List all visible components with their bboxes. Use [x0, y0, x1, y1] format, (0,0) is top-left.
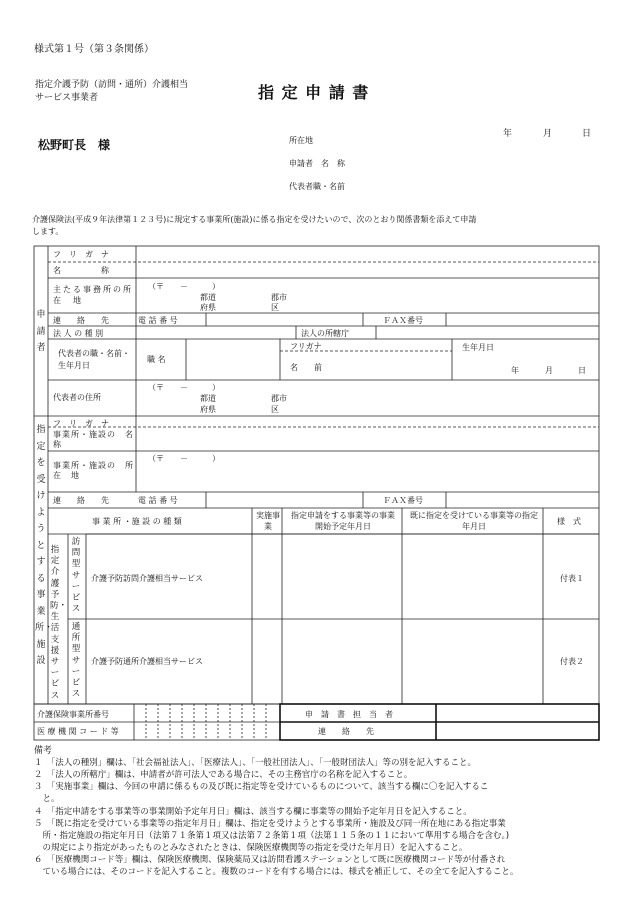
office-contact-label: 連 絡 先 — [53, 496, 109, 505]
office-furigana-label: フ リ ガ ナ — [53, 419, 109, 428]
office-location-label: 事業所・施設の 所 在 地 — [53, 461, 143, 480]
note-line: ３ 「実施事業」欄は、今回の申請に係るもの及び既に指定等を受けているものについて、該当する欄に〇を記入するこ — [34, 782, 489, 792]
rep-address-label: 代表者の住所 — [53, 393, 101, 402]
intro-line2: します。 — [32, 227, 64, 236]
day-service-sub-label: 通所型サービス — [71, 622, 81, 700]
applicant-office-label: 主たる事務所の所 在 地 — [53, 285, 143, 305]
medical-code-label: 医 療 機 関 コ ー ド 等 — [37, 727, 119, 736]
note-line: ４ 「指定申請をする事業等の事業開始予定年月日」欄は、該当する欄に事業等の開始予定年月日を記入すること。 — [34, 807, 472, 817]
applicant-city-line1: 郡市 — [271, 293, 287, 302]
corp-authority-label: 法人の所轄庁 — [301, 329, 349, 338]
office-postal: （〒 － ） — [148, 454, 220, 463]
start-date-header: 指定申請をする事業等の事業開始予定年月日 — [291, 511, 395, 531]
applicant-side-label: 申請者 — [36, 310, 46, 353]
day-service-name: 介護予防通所介護相当サービス — [91, 657, 203, 666]
applicant-contact-label: 連 絡 先 — [53, 316, 109, 325]
date-day-label: 日 — [582, 129, 592, 139]
note-line: ５ 「既に指定を受けている事業等の指定年月日」欄は、指定を受けようとする事業所・施設及び同一所在地にある指定事業 — [34, 819, 506, 829]
service-type-line1: 指定介護予防（訪問・通所）介護相当 — [35, 80, 189, 90]
intro-line1: 介護保険法(平成９年法律第１２３号)に規定する事業所(施設)に係る指定を受けたいので、次のとおり関係書類を添えて申請 — [32, 215, 477, 224]
applicant-name-row-label: 名 称 — [53, 266, 109, 275]
format-header: 様 式 — [557, 517, 581, 526]
office-name-label: 事業所・施設の 名 称 — [53, 430, 152, 449]
note-line: ている場合には、そのコードを記入すること。複数のコードを有する場合には、様式を補正して、その全てを記入すること。 — [34, 867, 519, 877]
rep-postal: （〒 － ） — [148, 383, 220, 392]
birth-day-label: 日 — [578, 366, 586, 375]
rep-furigana-label: フリガナ — [290, 342, 322, 351]
applicant-furigana-label: フ リ ガ ナ — [53, 250, 109, 259]
note-line: と。 — [34, 794, 60, 804]
applicant-address-label: 所在地 — [289, 136, 313, 145]
addressee: 松野町長 様 — [38, 138, 111, 152]
service-group-label: 指定介護予防・生活支援サービス — [50, 545, 68, 701]
rep-name-label: 名 前 — [290, 363, 322, 372]
office-phone-label: 電 話 番 号 — [138, 496, 178, 505]
note-line: ２ 「法人の所轄庁」欄は、申請者が許可法人である場合に、その主務官庁の名称を記入すること。 — [34, 770, 413, 780]
applicant-fax-label: ＦＡＸ番号 — [383, 316, 423, 325]
application-contact-label: 連 絡 先 — [318, 727, 374, 736]
applicant-postal: （〒 － ） — [148, 282, 220, 291]
visit-service-attachment: 付表１ — [560, 574, 584, 583]
day-service-attachment: 付表２ — [560, 657, 584, 666]
visit-service-sub-label: 訪問型サービス — [71, 537, 81, 615]
note-line: の規定により指定があったものとみなされたときは、保険医療機関等の指定を受けた年月日）を記入すること。 — [34, 843, 468, 853]
page-title: 指 定 申 請 書 — [258, 83, 370, 102]
date-month-label: 月 — [543, 129, 553, 139]
note-line: ６ 「医療機関コード等」欄は、保険医療機関、保険薬局又は訪問看護ステーションとして既に医療機関コード等が付番され — [34, 855, 506, 865]
rep-city-line1: 郡市 — [271, 394, 287, 403]
application-person-label: 申 請 書 担 当 者 — [305, 710, 393, 719]
applicant-name-label: 申請者 名 称 — [289, 159, 345, 168]
office-side-label: 指定を受けようとする事業所・施設 — [35, 425, 54, 666]
form-number: 様式第１号（第３条関係） — [34, 44, 154, 55]
birth-year-label: 年 — [511, 366, 519, 375]
insurance-number-label: 介護保険事業所番号 — [37, 710, 109, 719]
existing-date-header: 既に指定を受けている事業等の指定年月日 — [410, 511, 538, 531]
visit-service-name: 介護予防訪問介護相当サービス — [91, 574, 203, 583]
birth-date-label: 生年月日 — [462, 343, 494, 352]
rep-city-line2: 区 — [271, 405, 279, 414]
implementation-header: 実施事業 — [256, 511, 280, 531]
applicant-phone-label: 電 話 番 号 — [138, 316, 178, 325]
birth-month-label: 月 — [545, 366, 553, 375]
representative-info-label: 代表者の職・名前・生年月日 — [58, 349, 130, 370]
rep-pref-line1: 都道 — [200, 394, 216, 403]
office-fax-label: ＦＡＸ番号 — [383, 496, 423, 505]
applicant-pref-line1: 都道 — [200, 293, 216, 302]
applicant-pref-line2: 府県 — [200, 303, 216, 312]
facility-type-header: 事 業 所 ・施 設 の 種 類 — [92, 517, 182, 526]
job-title-label: 職 名 — [147, 355, 166, 364]
applicant-city-line2: 区 — [271, 303, 279, 312]
rep-pref-line2: 府県 — [200, 405, 216, 414]
note-line: １ 「法人の種別」欄は、「社会福祉法人」、「医療法人」、「一般社団法人」、「一般財団法人」等の別を記入すること。 — [34, 758, 477, 768]
note-line: 所・指定施設の指定年月日（法第７１条第１項又は法第７２条第１項（法第１１５条の１１において準用する場合を含む。) — [34, 831, 510, 841]
date-year-label: 年 — [503, 129, 513, 139]
applicant-representative-label: 代表者職・名前 — [289, 182, 345, 191]
notes-title: 備考 — [34, 746, 53, 756]
corp-type-label: 法 人 の 種 別 — [53, 329, 104, 338]
service-type-line2: サービス事業者 — [35, 93, 99, 103]
